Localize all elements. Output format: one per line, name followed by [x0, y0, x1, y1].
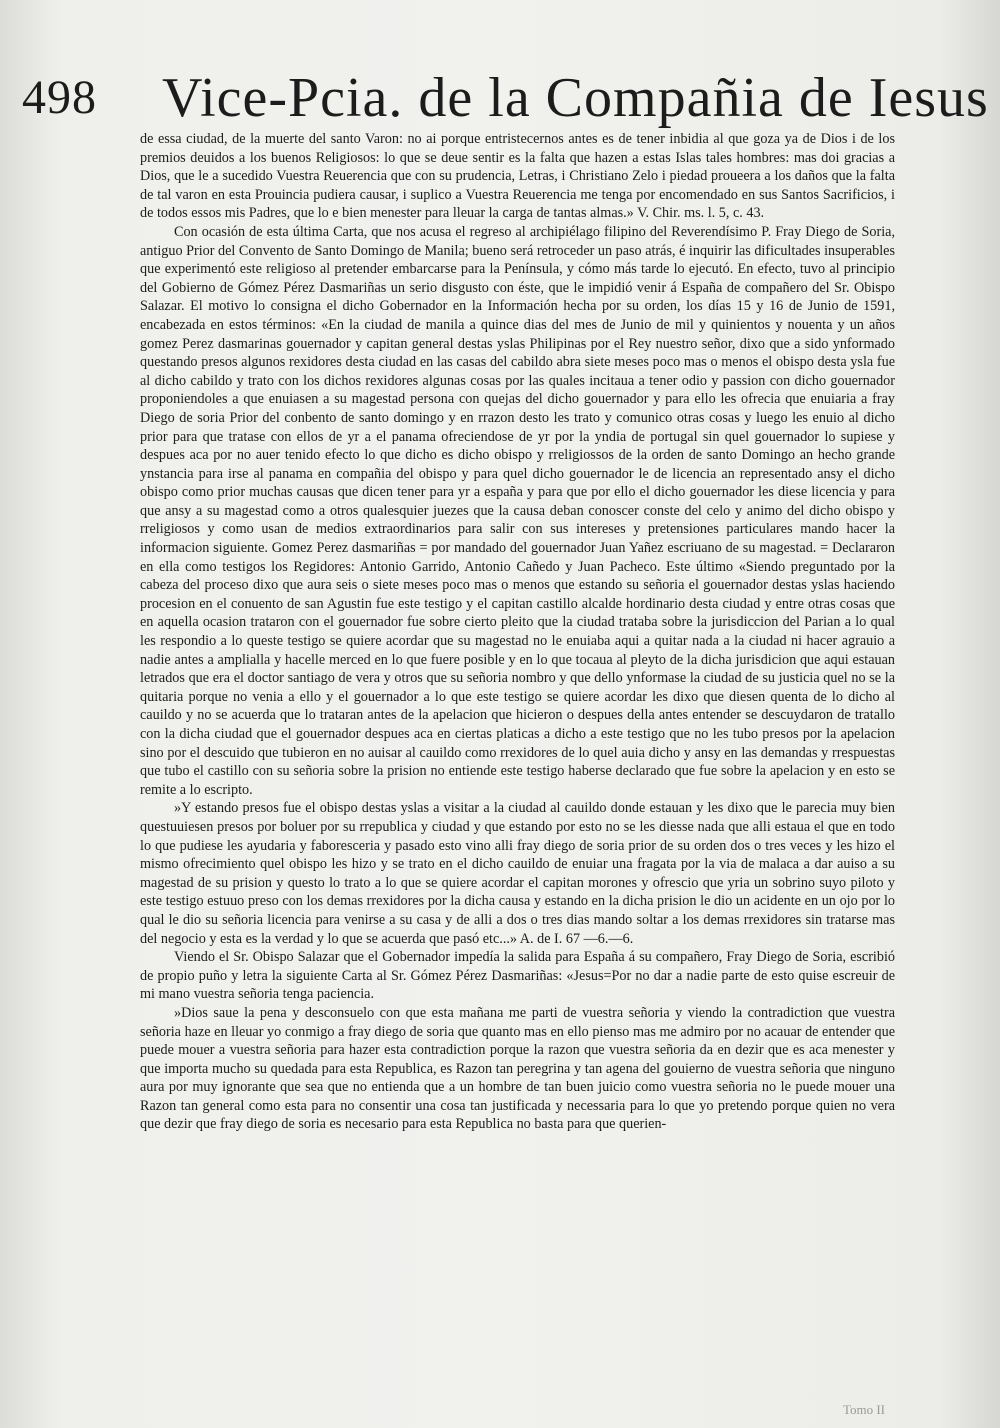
paragraph-testimony: »Y estando presos fue el obispo destas yslas a visitar a la ciudad al cauildo donde estauan y les dixo que le parecia muy bien questuuiesen presos por boluer por su rrepublica y ciudad y que estando por esto no se les diesse nada que alli estaua el que en todo lo que pudiese les ayudaria y faboresceria y pasado esto vino alli fray diego de soria prior de su orden dos o tres veces y les hizo el mismo ofrecimiento quel obispo les hizo y se trato en el dicho cauildo de enuiar una fragata por la via de malaca a dar auiso a su magestad de su prision y questo lo trato a lo que se quiere acordar el capitan morones y ofrescio que yria un sobrino suyo piloto y este testigo estuuo preso con los demas rrexidores por la dicha causa y estando en la dicha prision le dio un acidente en un ojo por lo qual le dio su señoria licencia para venirse a su casa y de alli a dos o tres dias mando soltar a los demas rrexidores sin tratarse mas del negocio y esta es la verdad y lo que se acuerda que pasó etc...» A. de I. 67 —6.—6.: [140, 800, 895, 947]
paragraph-salazar-letter-intro: Viendo el Sr. Obispo Salazar que el Gobernador impedía la salida para España á su compañero, Fray Diego de Soria, escribió de propio puño y letra la siguiente Carta al Sr. Gómez Pérez Dasmariñas: «Jesus=Por no dar a nadie parte de esto quise escreuir de mi mano vuestra señoria tenga paciencia.: [140, 949, 895, 1003]
running-title: Vice-Pcia. de la Compañia de Iesus: [162, 67, 989, 129]
page-header: [22, 60, 989, 130]
volume-signature: Tomo II: [842, 1402, 885, 1417]
paragraph-salazar-letter: »Dios saue la pena y desconsuelo con que esta mañana me parti de vuestra señoria y viendo la contradiction que vuestra señoria haze en lleuar yo conmigo a fray diego de soria que quanto mas en ello pienso mas me admiro por no acauar de entender que puede mouer a vuestra señoria para hazer esta contradiction porque la razon que vuestra señoria da en dezir que es aca menester y que importa mucho su quedada para esta Republica, es Razon tan peregrina y tan agena del gouierno de vuestra señoria que ninguno aura por muy ignorante que sea que no entienda que a un hombre de tan buen juicio como vuestra señoria no le puede mouer una Razon tan general como esta para no consentir una cosa tan justificada y necessaria para lo que yo pretendo porque quien no vera que dezir que fray diego de soria es necesario para esta Republica no basta para que querien-: [140, 1004, 895, 1133]
body-text: [140, 130, 895, 1134]
paragraph-letter-continuation: de essa ciudad, de la muerte del santo Varon: no ai porque entristecernos antes es de tener inbidia al que goza ya de Dios i de los premios deuidos a los buenos Religiosos: lo que se deue sentir es la falta que hazen a estas Islas tales hombres: mas doi gracias a Dios, que le a sucedido Vuestra Reuerencia que con su prudencia, Letras, i Christiano Zelo i piedad proueera a los daños que la falta de tal varon en esta Prouincia pudiera causar, i suplico a Vuestra Reuerencia me tenga por encomendado en sus Santos Sacrificios, i de todos essos mis Padres, que lo e bien menester para lleuar la carga de tantas almas.» V. Chir. ms. l. 5, c. 43.: [140, 131, 895, 222]
page-number: 498: [22, 71, 97, 124]
paragraph-soria-information: Con ocasión de esta última Carta, que nos acusa el regreso al archipiélago filipino del Reverendísimo P. Fray Diego de Soria, antiguo Prior del Convento de Santo Domingo de Manila; bueno será retroceder un paso atrás, é inquirir las dificultades insuperables que experimentó este religioso al pretender embarcarse para la Península, y cómo más tarde lo ejecutó. En efecto, tuvo al principio del Gobierno de Gómez Pérez Dasmariñas un serio disgusto con éste, que le impidió venir á España de compañero del Sr. Obispo Salazar. El motivo lo consigna el dicho Gobernador en la Información hecha por su orden, los días 15 y 16 de Junio de 1591, encabezada en estos términos: «En la ciudad de manila a quince dias del mes de Junio de mil y quinientos y nouenta y un años gomez Perez dasmarinas gouernador y capitan general destas yslas Philipinas por el Rey nuestro señor, dixo que a sido ynformado questando presos algunos rexidores desta ciudad en las casas del cabildo abra siete meses poco mas o menos el obispo desta ysla fue al dicho cabildo y trato con los dichos rexidores algunas cosas por las quales incitaua a tener odio y passion con dicho gouernador proponiendoles a que enuiasen a su magestad persona con quejas del dicho gouernador y para ello les ofrecia que enuiaria a fray Diego de soria Prior del conbento de santo domingo y en rrazon desto les trato y comunico otras cosas y luego les enuio al dicho prior para que tratase con ellos de yr a el panama ofreciendose de yr por la yndia de portugal sin quel gouernador lo supiese y despues aca por no auer tenido efecto lo que dicho es dicho obispo y rreligiossos de la orden de santo Domingo an hecho grande ynstancia para irse al panama en compañia del obispo y para quel dicho gouernador le de licencia an representado ansy el dicho obispo como prior muchas causas que dicen tener para yr a españa y para que por ello el dicho gouernador les diese licencia y para que ansy a su magestad como a otros qualesquier juezes que la causa deban conoscer conste del celo y animo del dicho obispo y rreligiosos y como usan de medios extraordinarios para salir con sus intereses y pretensiones particulares mando hacer la informacion siguiente. Gomez Perez dasmariñas = por mandado del gouernador Juan Yañez escriuano de su magestad. = Declararon en ella como testigos los Regidores: Antonio Garrido, Antonio Cañedo y Juan Pacheco. Este último «Siendo preguntado por la cabeza del proceso dixo que aura seis o siete meses poco mas o menos que estando su señoria el gouernador destas yslas haciendo procesion en el conuento de san Agustin fue este testigo y el capitan castillo alcalde hordinario desta ciudad y entre otras cosas que en aquella ocasion trataron con el gouernador fue sobre cierto pleito que la ciudad trataba sobre la jurisdiccion del Parian a lo qual les respondio a lo queste testigo se quiere acordar que su magestad no le enuiaba aqui a quitar nada a la ciudad ni hacer agrauio a nadie antes a amplialla y hacelle merced en lo que fuere posible y en lo que tocaua al pleyto de la dicha jurisdicion que aqui estauan letrados que era el doctor santiago de vera y otros que su señoria nombro y que dello ynformase la ciudad de su justicia quel no se la quitaria porque no venia a ello y el gouernador a lo que este testigo se quiere acordar les dixo que diesen quenta de lo dicho al cauildo y no se acuerda que lo trataran antes de la apelacion que hicieron o despues della antes entender se descuydaron de tratallo con la dicha ciudad que el gouernador despues aca en ciertas platicas a dicho a este testigo que no les tubo presos por la apelacion sino por el descuido que tubieron en no auisar al cauildo como rrexidores de lo quel auia dicho y ansy en las demandas y rrespuestas que tubo el castillo con su señoria sobre la prision no entiende este testigo haberse declarado que fue sobre la apelacion y en esto se remite a lo escripto.: [140, 223, 895, 798]
